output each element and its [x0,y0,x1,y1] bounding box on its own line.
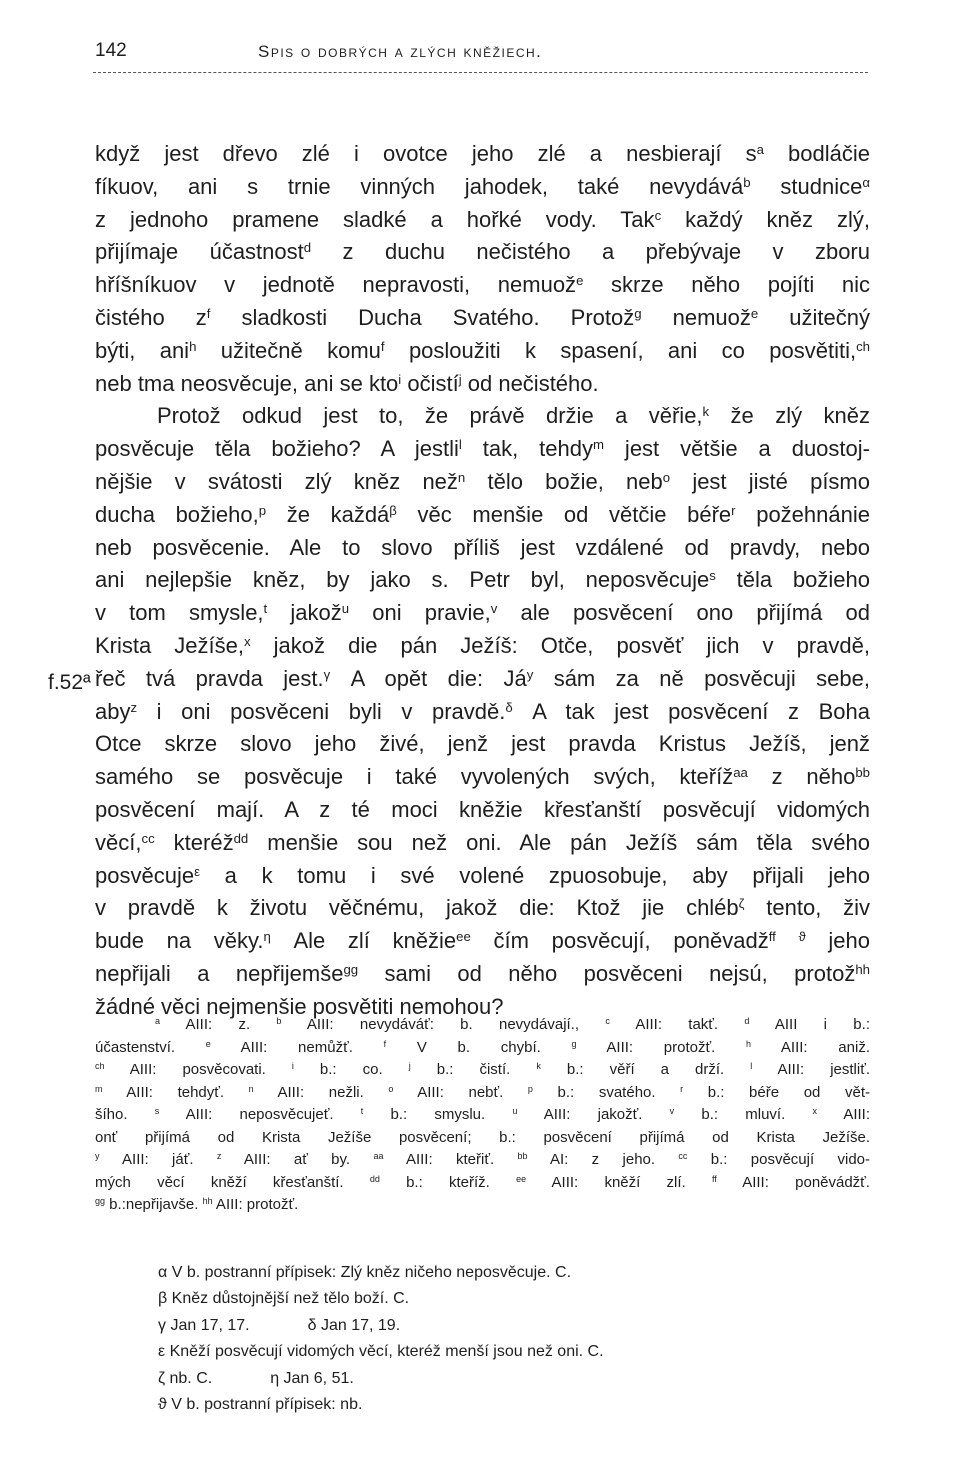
text-line: nějšie v svátosti zlý kněz než$^n$ tělo božie, neb$^o$ jest jisté písmo [95,468,870,494]
note-entry: γ Jan 17, 17. [158,1316,250,1334]
note-entry: δ Jan 17, 19. [307,1316,401,1334]
note-entry: ϑ V b. postranní přípisek: nb. [158,1395,363,1413]
text-line: v pravdě k životu věčnému, jakož die: Ktož jie chléb$^\zeta$ tento, živ [95,895,871,921]
page-number: 142 [95,40,127,61]
variant-footnotes [95,1014,870,1217]
footnote-line: mých věcí kněží křesťanští. $^{dd}$ b.: kteříž. $^{ee}$ AIII: kněží zlí. $^{ff}$ AIII: poněvádžť. [95,1173,870,1191]
text-line: hříšníkuov v jednotě nepravosti, nemuož$^e$ skrze něho pojíti nic [95,272,870,298]
text-line: posvěcení mají. A z té moci kněžie křesťanští posvěcují vidomých [95,796,870,822]
text-line: když jest dřevo zlé i ovotce jeho zlé a nesbierají $s^a$ bodláčie [95,141,870,166]
footnote-line: účastenství. $^e$ AIII: nemůžť. $^f$ V b. chybí. $^g$ AIII: protožť. $^h$ AIII: aniž. [95,1038,870,1056]
text-line: fíkuov, ani s trnie vinných jahodek, také nevydává$^b$ studnice$^\alpha$ [95,173,870,199]
note-line [158,1313,758,1339]
note-line [158,1339,758,1365]
text-line: posvěcuje těla božieho? A jestli$^l$ tak, tehdy$^m$ jest většie a duostoj- [95,436,870,462]
text-line: žádné věci nejmenšie posvětiti nemohou? [95,993,504,1019]
note-line [158,1392,758,1418]
text-line: věcí,$^{cc}$ kteréž$^{dd}$ menšie sou než oni. Ale pán Ježíš sám těla svého [95,829,870,855]
note-line [158,1286,758,1312]
footnote-line: šího. $^s$ AIII: neposvěcujeť. $^t$ b.: smyslu. $^u$ AIII: jakožť. $^v$ b.: mluví. $^x$ AIII: [95,1106,871,1123]
text-line: řeč tvá pravda jest.$^\gamma$ A opět die: $Já^y$ sám za ně posvěcuji sebe, [95,665,870,691]
footnote-line: $^m$ AIII: tehdyť. $^n$ AIII: nežli. $^o$ AIII: nebť. $^p$ b.: svatého. $^r$ b.: béře od vět- [95,1083,870,1101]
text-line: ducha božieho,$^p$ že každá$^\beta$ věc menšie od větčie béře$^r$ požehnánie [95,501,870,527]
text-line: samého se posvěcuje i také vyvolených svých, kteříž$^{aa}$ z něho$^{bb}$ [95,764,870,790]
header-rule [93,72,868,73]
text-line: Protož odkud jest to, že právě držie a věřie,$^k$ že zlý kněz [157,403,870,429]
footnote-line: $^a$ AIII: z. $^b$ AIII: nevydáváť: b. nevydávají., $^c$ AIII: takť. $^d$ AIII i b.: [155,1016,870,1033]
text-line: neb posvěcenie. Ale to slovo příliš jest vzdálené od pravdy, nebo [95,534,870,560]
note-line [158,1366,758,1392]
greek-letter-notes [158,1260,758,1418]
text-line: nepřijali a nepřijemše$^{gg}$ sami od něho posvěceni nejsú, protož$^{hh}$ [95,960,870,986]
text-line: čistého $z^f$ sladkosti Ducha Svatého. Protož$^g$ nemuož$^e$ užitečný [95,304,871,330]
note-entry: ε Kněží posvěcují vidomých věcí, kteréž menší jsou než oni. C. [158,1343,604,1361]
text-line: přijímaje účastnost$^d$ z duchu nečistého a přebývaje v zboru [95,239,870,265]
note-entry: β Kněz důstojnější než tělo boží. C. [158,1290,410,1308]
note-entry: α V b. postranní přípisek: Zlý kněz ničeho neposvěcuje. C. [158,1264,572,1281]
footnote-line: $^{ch}$ AIII: posvěcovati. $^i$ b.: co. $^j$ b.: čistí. $^k$ b.: věří a drží. $^l$ AIII: jestliť. [95,1061,870,1078]
text-line: z jednoho pramene sladké a hořké vody. Tak$^c$ každý kněz zlý, [95,206,870,232]
text-line: ani nejlepšie kněz, by jako s. Petr byl, neposvěcuje$^s$ těla božieho [95,567,870,593]
text-line: v tom smysle,$^t$ jakož$^u$ oni pravie,$^v$ ale posvěcení ono přijímá od [95,600,870,626]
footnote-line: $^{gg}$ b.:nepřijavše. $^{hh}$ AIII: protožť. [95,1196,299,1213]
running-head: Spis o dobrých a zlých kněžiech. [258,42,543,61]
main-text [95,138,870,1024]
text-line: aby$^z$ i oni posvěceni byli v pravdě.$^\delta$ A tak jest posvěcení z Boha [95,698,870,724]
footnote-line: onť přijímá od Krista Ježíše posvěcení; b.: posvěcení přijímá od Krista Ježíše. [95,1128,870,1146]
text-line: neb tma neosvěcuje, ani se kto$^i$ očistí$^j$ od nečistého. [95,370,599,396]
text-line: Otce skrze slovo jeho živé, jenž jest pravda Kristus Ježíš, jenž [95,731,870,757]
note-entry: ζ nb. C. [158,1369,213,1387]
text-line: posvěcuje$^\varepsilon$ a k tomu i své volené zpuosobuje, aby přijali jeho [95,862,870,888]
text-line: Krista Ježíše,$^x$ jakož die pán Ježíš: Otče, posvěť jich v pravdě, [95,632,870,658]
folio-marker: f.52ª [48,671,91,694]
note-line [158,1260,758,1286]
footnote-line: $^y$ AIII: jáť. $^z$ AIII: ať by. $^{aa}$ AIII: kteřiť. $^{bb}$ AI: z jeho. $^{cc}$ b.: posvěcují vido- [95,1151,870,1168]
text-line: býti, ani$^h$ užitečně komu$^f$ posloužiti k spasení, ani co posvětiti,$^{ch}$ [95,337,871,363]
note-entry: η Jan 6, 51. [270,1369,354,1387]
text-line: bude na věky.$^\eta$ Ale zlí kněžie$^{ee}$ čím posvěcují, poněvadž$^{ff}$ $^ϑ$ jeho [95,928,870,954]
